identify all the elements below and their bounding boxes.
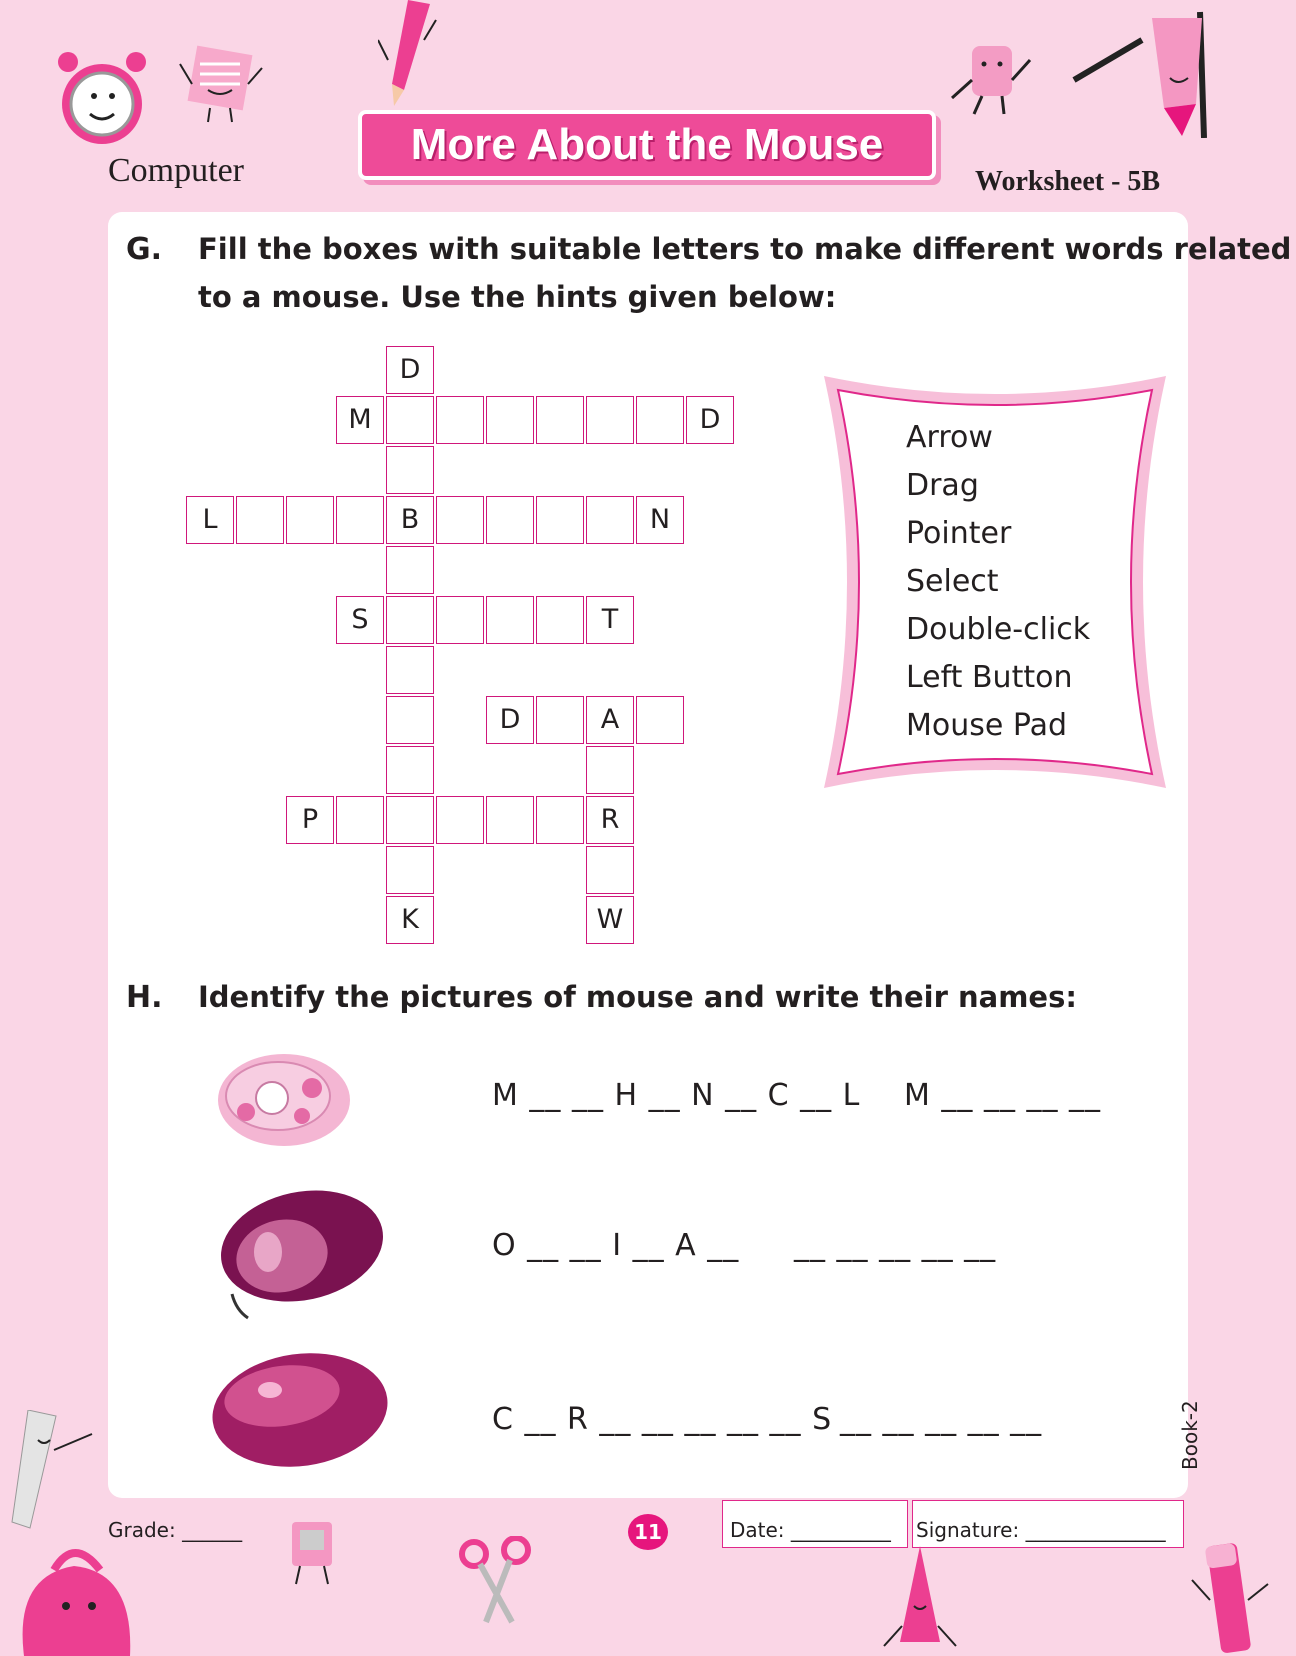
crossword-cell[interactable]: [386, 446, 434, 494]
section-h-letter: H.: [126, 980, 163, 1015]
section-h-instruction: Identify the pictures of mouse and write their names:: [198, 980, 1077, 1014]
crossword-cell[interactable]: [386, 796, 434, 844]
bag-character-icon: [14, 1526, 144, 1656]
mouse-name-clue-1: M __ __ H __ N __ C __ L: [492, 1078, 861, 1113]
crossword-cell[interactable]: [536, 496, 584, 544]
crayon-character-icon: [1072, 8, 1232, 138]
optical-mouse-image: [212, 1176, 388, 1320]
eraser-character-icon: [944, 40, 1034, 120]
crossword-cell[interactable]: M: [336, 396, 384, 444]
crossword-cell[interactable]: [386, 746, 434, 794]
crossword-cell[interactable]: D: [486, 696, 534, 744]
crossword-cell[interactable]: W: [586, 896, 634, 944]
crossword-cell[interactable]: R: [586, 796, 634, 844]
crossword-cell[interactable]: L: [186, 496, 234, 544]
crossword-cell[interactable]: [386, 846, 434, 894]
worksheet-title: More About the Mouse: [410, 120, 884, 169]
crossword-cell[interactable]: D: [686, 396, 734, 444]
crossword-cell[interactable]: [436, 496, 484, 544]
crossword-cell[interactable]: [636, 696, 684, 744]
pencil-character-icon: [880, 1546, 960, 1654]
crossword-cell[interactable]: [536, 396, 584, 444]
crossword-cell[interactable]: [586, 496, 634, 544]
crossword-cell[interactable]: D: [386, 346, 434, 394]
date-field[interactable]: Date: __________: [730, 1518, 891, 1542]
section-g-letter: G.: [126, 232, 163, 267]
crossword-cell[interactable]: [386, 546, 434, 594]
grade-field[interactable]: Grade: ______: [108, 1518, 243, 1542]
crossword-cell[interactable]: [386, 596, 434, 644]
alarm-clock-icon: [52, 44, 152, 154]
hint-item: Left Button: [906, 660, 1073, 695]
ruler-character-icon: [8, 1410, 98, 1530]
crossword-cell[interactable]: [586, 746, 634, 794]
crossword-cell[interactable]: [436, 396, 484, 444]
marker-character-icon: [1190, 1540, 1270, 1656]
crossword-cell[interactable]: [336, 796, 384, 844]
hint-item: Drag: [906, 468, 979, 503]
crossword-cell[interactable]: [336, 496, 384, 544]
crossword-cell[interactable]: [486, 596, 534, 644]
crossword-cell[interactable]: [486, 796, 534, 844]
crossword-cell[interactable]: P: [286, 796, 334, 844]
signature-field[interactable]: Signature: ______________: [916, 1518, 1166, 1542]
crossword-cell[interactable]: [636, 396, 684, 444]
crossword-cell[interactable]: [536, 796, 584, 844]
crossword-cell[interactable]: [536, 696, 584, 744]
mouse-name-answer-3[interactable]: __ __ __ __ __: [840, 1402, 1043, 1437]
worksheet-number: Worksheet - 5B: [975, 166, 1161, 197]
section-g-instruction-line1: Fill the boxes with suitable letters to make different words related: [198, 232, 1292, 266]
hint-item: Double-click: [906, 612, 1091, 647]
crossword-cell[interactable]: [586, 846, 634, 894]
crossword-cell[interactable]: [386, 396, 434, 444]
crossword-cell[interactable]: [586, 396, 634, 444]
crossword-cell[interactable]: [286, 496, 334, 544]
cordless-mouse-image: [208, 1346, 392, 1472]
mouse-name-answer-2[interactable]: __ __ __ __ __: [794, 1228, 997, 1263]
crossword-cell[interactable]: [536, 596, 584, 644]
book-label: Book-2: [1178, 1400, 1202, 1470]
section-g-instruction-line2: to a mouse. Use the hints given below:: [198, 280, 837, 314]
crossword-cell[interactable]: T: [586, 596, 634, 644]
crossword-cell[interactable]: A: [586, 696, 634, 744]
notepad-character-icon: [178, 44, 268, 124]
crossword-cell[interactable]: K: [386, 896, 434, 944]
scissors-icon: [456, 1536, 536, 1626]
crossword-cell[interactable]: [236, 496, 284, 544]
sharpener-character-icon: [282, 1518, 342, 1588]
crossword-cell[interactable]: N: [636, 496, 684, 544]
crossword-cell[interactable]: [436, 596, 484, 644]
hint-item: Pointer: [906, 516, 1012, 551]
mechanical-mouse-image: [206, 1040, 356, 1152]
hint-item: Mouse Pad: [906, 708, 1068, 743]
page-number: 11: [628, 1514, 668, 1550]
mouse-name-clue-2: O __ __ I __ A __: [492, 1228, 740, 1263]
crossword-cell[interactable]: B: [386, 496, 434, 544]
subject-label: Computer: [108, 152, 244, 189]
crossword-cell[interactable]: [486, 396, 534, 444]
crossword-cell[interactable]: [386, 646, 434, 694]
hint-item: Arrow: [906, 420, 993, 455]
crossword-cell[interactable]: S: [336, 596, 384, 644]
crossword-cell[interactable]: [436, 796, 484, 844]
crossword-cell[interactable]: [386, 696, 434, 744]
crossword-cell[interactable]: [486, 496, 534, 544]
mouse-name-clue-3: C __ R __ __ __ __ __ S: [492, 1402, 833, 1437]
pencil-character-icon: [378, 0, 438, 110]
mouse-name-answer-1[interactable]: M __ __ __ __: [904, 1078, 1102, 1113]
hint-item: Select: [906, 564, 999, 599]
